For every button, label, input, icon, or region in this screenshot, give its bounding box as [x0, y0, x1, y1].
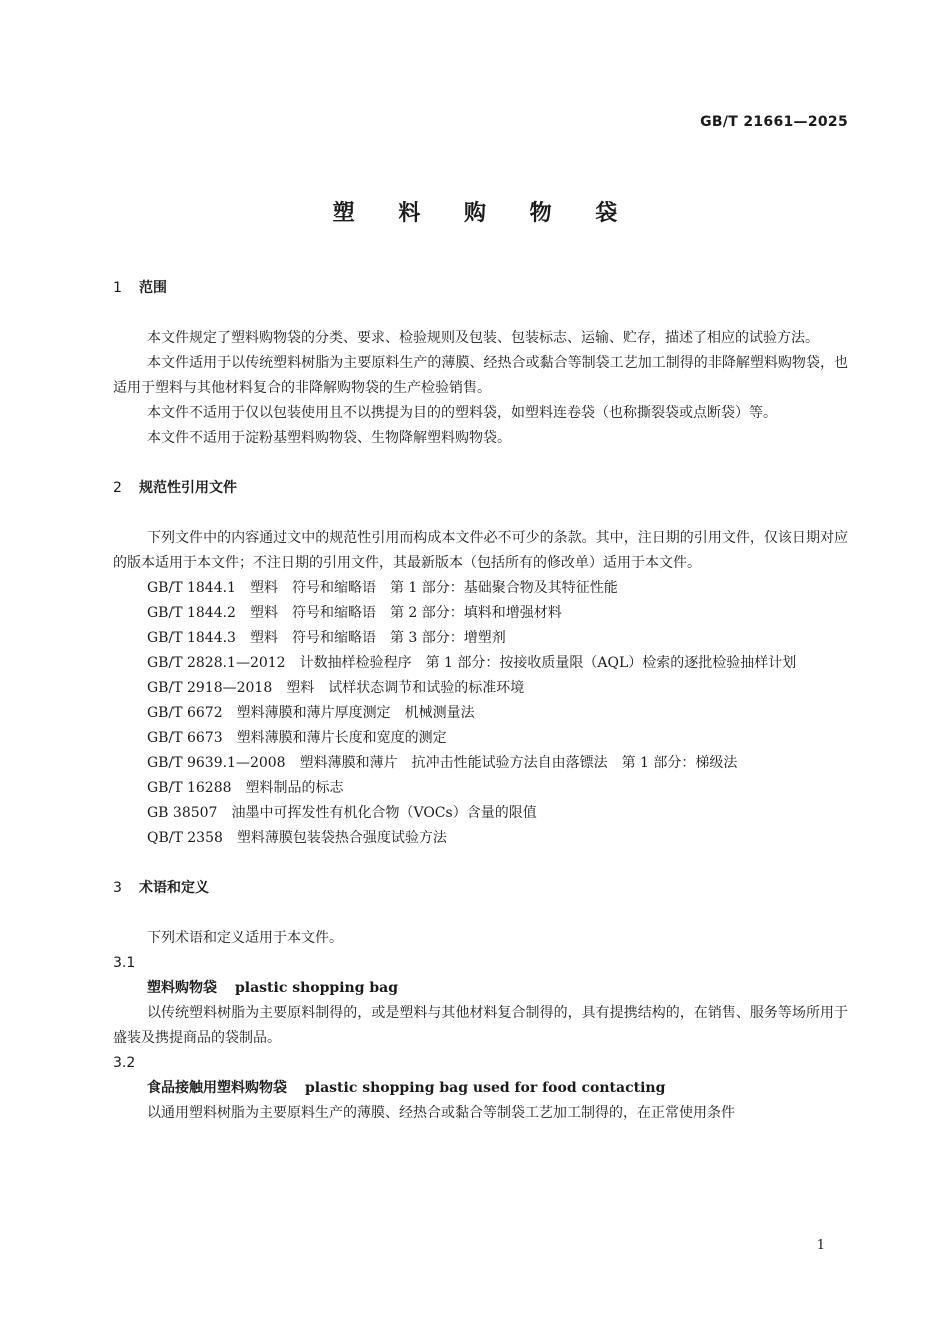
section-number: 1: [113, 280, 122, 296]
term-en: plastic shopping bag used for food contacting: [305, 1080, 666, 1096]
term-en: plastic shopping bag: [235, 980, 399, 996]
reference-item: GB/T 6672 塑料薄膜和薄片厚度测定 机械测量法: [147, 705, 475, 721]
section-title: 范围: [139, 280, 167, 296]
term-entry: [113, 976, 848, 1001]
reference-item: GB/T 6673 塑料薄膜和薄片长度和宽度的测定: [147, 730, 447, 746]
reference-item: GB/T 1844.2 塑料 符号和缩略语 第 2 部分：填料和增强材料: [147, 605, 562, 621]
paragraph: 本文件不适用于仅以包装使用且不以携提为目的的塑料袋，如塑料连卷袋（也称撕裂袋或点断袋）等。: [147, 405, 777, 421]
term-number: 3.1: [113, 955, 136, 971]
paragraph: 本文件规定了塑料购物袋的分类、要求、检验规则及包装、包装标志、运输、贮存，描述了相应的试验方法。: [147, 330, 819, 346]
reference-item: GB/T 16288 塑料制品的标志: [147, 780, 344, 796]
reference-item: GB/T 2828.1—2012 计数抽样检验程序 第 1 部分：按接收质量限（AQL）检索的逐批检验抽样计划: [147, 655, 797, 671]
reference-item: QB/T 2358 塑料薄膜包装袋热合强度试验方法: [147, 830, 447, 846]
section-number: 3: [113, 880, 122, 896]
reference-item: GB/T 1844.1 塑料 符号和缩略语 第 1 部分：基础聚合物及其特征性能: [147, 580, 618, 596]
page-number: 1: [816, 1238, 825, 1253]
reference-item: GB/T 2918—2018 塑料 试样状态调节和试验的标准环境: [147, 680, 525, 696]
term-zh: 塑料购物袋: [147, 980, 217, 996]
section-title: 术语和定义: [139, 880, 209, 896]
reference-item: GB/T 9639.1—2008 塑料薄膜和薄片 抗冲击性能试验方法自由落镖法 第 1 部分：梯级法: [147, 755, 738, 771]
term-definition: 以通用塑料树脂为主要原料生产的薄膜、经热合或黏合等制袋工艺加工制得的，在正常使用条件: [147, 1105, 735, 1121]
paragraph: 本文件不适用于淀粉基塑料购物袋、生物降解塑料购物袋。: [147, 430, 511, 446]
section-title: 规范性引用文件: [139, 480, 237, 496]
term-zh: 食品接触用塑料购物袋: [147, 1080, 287, 1096]
section-number: 2: [113, 480, 122, 496]
document-title: 塑 料 购 物 袋: [332, 201, 636, 226]
paragraph: 下列术语和定义适用于本文件。: [147, 930, 343, 946]
paragraph: 下列文件中的内容通过文中的规范性引用而构成本文件必不可少的条款。其中，注日期的引用文件，仅该日期对应的版本适用于本文件；不注日期的引用文件，其最新版本（包括所有的修改单）适用于本文件。: [113, 530, 848, 571]
term-number: 3.2: [113, 1055, 136, 1071]
document-body: [113, 276, 848, 1126]
term-definition: 以传统塑料树脂为主要原料制得的，或是塑料与其他材料复合制得的，具有提携结构的，在销售、服务等场所用于盛装及携提商品的袋制品。: [113, 1005, 848, 1046]
reference-item: GB/T 1844.3 塑料 符号和缩略语 第 3 部分：增塑剂: [147, 630, 506, 646]
section-heading-terms-definitions: [113, 876, 848, 901]
standard-code: GB/T 21661—2025: [700, 114, 848, 130]
paragraph: 本文件适用于以传统塑料树脂为主要原料生产的薄膜、经热合或黏合等制袋工艺加工制得的非降解塑料购物袋，也适用于塑料与其他材料复合的非降解购物袋的生产检验销售。: [113, 355, 848, 396]
term-entry: [113, 1076, 848, 1101]
reference-item: GB 38507 油墨中可挥发性有机化合物（VOCs）含量的限值: [147, 805, 537, 821]
section-heading-normative-references: [113, 476, 848, 501]
section-heading-scope: [113, 276, 848, 301]
